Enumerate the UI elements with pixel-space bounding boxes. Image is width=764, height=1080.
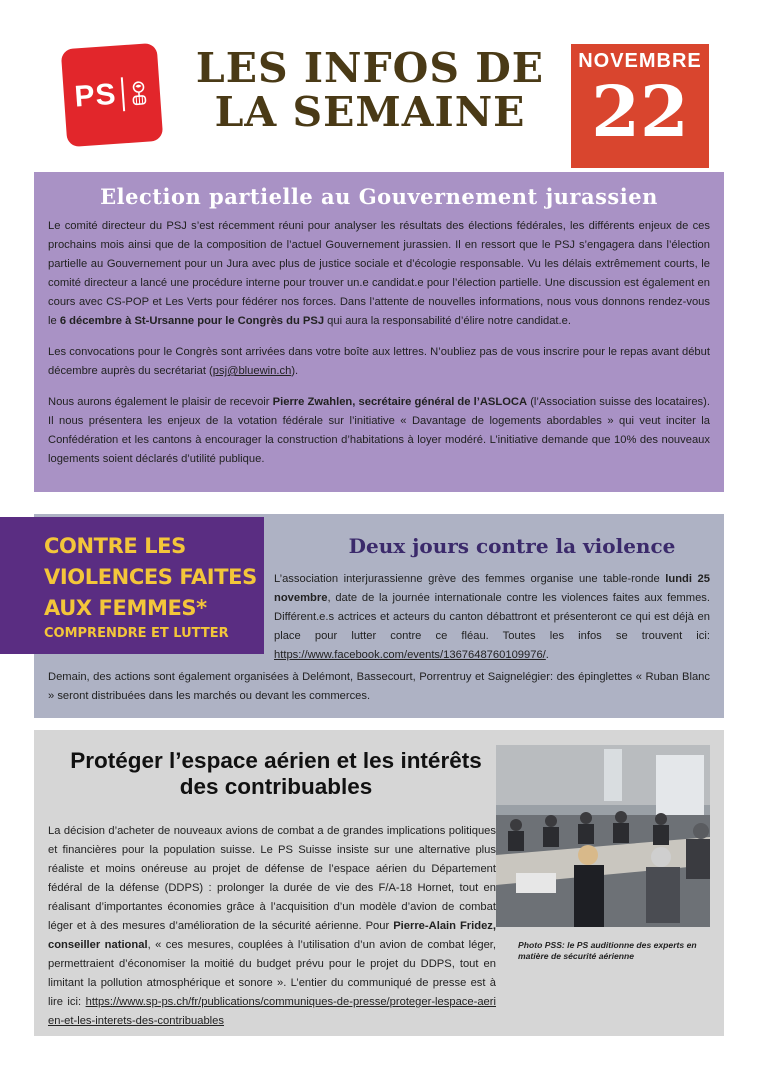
rose-fist-icon: [127, 79, 151, 106]
date-badge: [571, 44, 709, 168]
date-day: 22: [591, 70, 689, 153]
text-run: Le comité directeur du PSJ s’est récemment réuni pour analyser les résultats des élections fédérales, les différents enjeux de ces prochains mois ainsi que de la composition de l’actuel Gouvernement jurassien. Il en ressort que le PSJ s’engagera dans l’élection partielle au Gouvernement pour un Jura avec plus de justice sociale et d’écologie responsable. Vu les délais extrêmement courts, le comité directeur a lancé une procédure interne pour trouver un.e candidat.e pour l’élection partielle. Une discussion est également en cours avec CS-POP et Les Verts pour fédérer nos forces. Dans l’attente de nouvelles informations, nous vous donnons rendez-vous le: [48, 220, 710, 327]
date-month: NOVEMBRE: [578, 50, 702, 72]
banner-subtitle: COMPRENDRE ET LUTTER: [44, 626, 229, 641]
article-violence-paragraph-2: Demain, des actions sont également organisées à Delémont, Bassecourt, Porrentruy et Saignelégier: des épinglettes « Ruban Blanc » seront distribuées dans les marchés ou devant les commerces.: [48, 671, 710, 702]
text-run: qui aura la responsabilité d’élire notre candidat.e.: [324, 315, 571, 327]
text-run: La décision d’acheter de nouveaux avions de combat a de grandes implications politiques et financières pour la population suisse. Le PS Suisse insiste sur une alternative plus réaliste et moins onéreuse au projet de défense de l’espace aérien du Département fédéral de la défense (DDPS) : prolonger la durée de vie des F/A-18 Hornet, tout en réalisant d’importantes économies grâce à l’acquisition d’un modèle d’avion de combat léger et à des mesures d’amélioration de la sécurité aérienne. Pour: [48, 825, 496, 932]
meeting-room-illustration: [496, 745, 710, 927]
press-release-link[interactable]: https://www.sp-ps.ch/fr/publications/communiques-de-presse/proteger-lespace-aerien-et-les-interets-des-contribuables: [48, 996, 496, 1027]
banner-line-1: CONTRE LES: [44, 534, 186, 558]
highlight-councillor: Pierre-Alain Fridez, conseiller national: [48, 920, 496, 951]
article-airspace-title: Protéger l’espace aérien et les intérêts des contribuables: [70, 748, 482, 799]
article-election-paragraph-2: [48, 343, 710, 381]
banner-line-3: AUX FEMMES*: [44, 596, 207, 620]
ps-logo: [61, 43, 164, 147]
logo-text: PS: [73, 77, 118, 114]
highlight-date: lundi 25 novembre: [274, 573, 710, 604]
highlight-speaker: Pierre Zwahlen, secrétaire général de l’ASLOCA: [272, 396, 528, 408]
article-election-title: Election partielle au Gouvernement jurassien: [100, 184, 658, 209]
article-election-paragraph-1: [48, 217, 710, 331]
page-title: [175, 46, 565, 134]
banner-line-2: VIOLENCES FAITES: [44, 565, 257, 589]
text-run: .: [545, 649, 549, 661]
text-run: Nous aurons également le plaisir de recevoir: [48, 396, 273, 408]
text-run: , « ces mesures, couplées à l’utilisation d’un avion de combat léger, permettraient d’économiser la moitié du budget prévu pour le projet du DDPS, tout en limitant la pollution atmosphérique et sonore ». L’entier du communiqué de presse est à lire ici:: [48, 939, 497, 1008]
article-violence-paragraph-1: [274, 570, 710, 665]
title-line-2: LA SEMAINE: [214, 88, 526, 136]
title-line-1: LES INFOS DE: [195, 44, 545, 92]
text-run: (l’Association suisse des locataires). Il nous présentera les enjeux de la votation fédérale sur l’initiative « Davantage de logements abordables » qui veut inciter la Confédération et les cantons à encourager la construction d’habitations à loyer modéré. L’initiative demande que 10% des nouveaux logements soient déclarés d’utilité publique.: [48, 396, 710, 465]
article-election: [34, 172, 724, 492]
campaign-banner: [0, 517, 264, 654]
article-airspace-paragraph: [48, 822, 496, 1031]
logo-divider: [120, 77, 124, 111]
highlight-congress: 6 décembre à St-Ursanne pour le Congrès du PSJ: [59, 315, 325, 327]
hearing-photo: [496, 745, 710, 927]
text-run: ).: [291, 365, 299, 377]
article-election-paragraph-3: [48, 393, 710, 469]
email-link[interactable]: psj@bluewin.ch: [212, 365, 292, 377]
text-run: , date de la journée internationale contre les violences faites aux femmes. Différent.e.s actrices et acteurs du canton débattront et présenteront ce qui est déjà en place pour lutter contre ce fléau. Toutes les infos se trouvent ici:: [274, 592, 710, 642]
article-violence-title: Deux jours contre la violence: [348, 534, 676, 558]
photo-caption: Photo PSS: le PS auditionne des experts en matière de sécurité aérienne: [518, 940, 697, 961]
facebook-event-link[interactable]: https://www.facebook.com/events/1367648760109976/: [274, 649, 546, 661]
text-run: L’association interjurassienne grève des femmes organise une table-ronde: [274, 573, 666, 585]
text-run: Les convocations pour le Congrès sont arrivées dans votre boîte aux lettres. N’oubliez pas de vous inscrire pour le repas avant début décembre auprès du secrétariat (: [48, 346, 710, 377]
